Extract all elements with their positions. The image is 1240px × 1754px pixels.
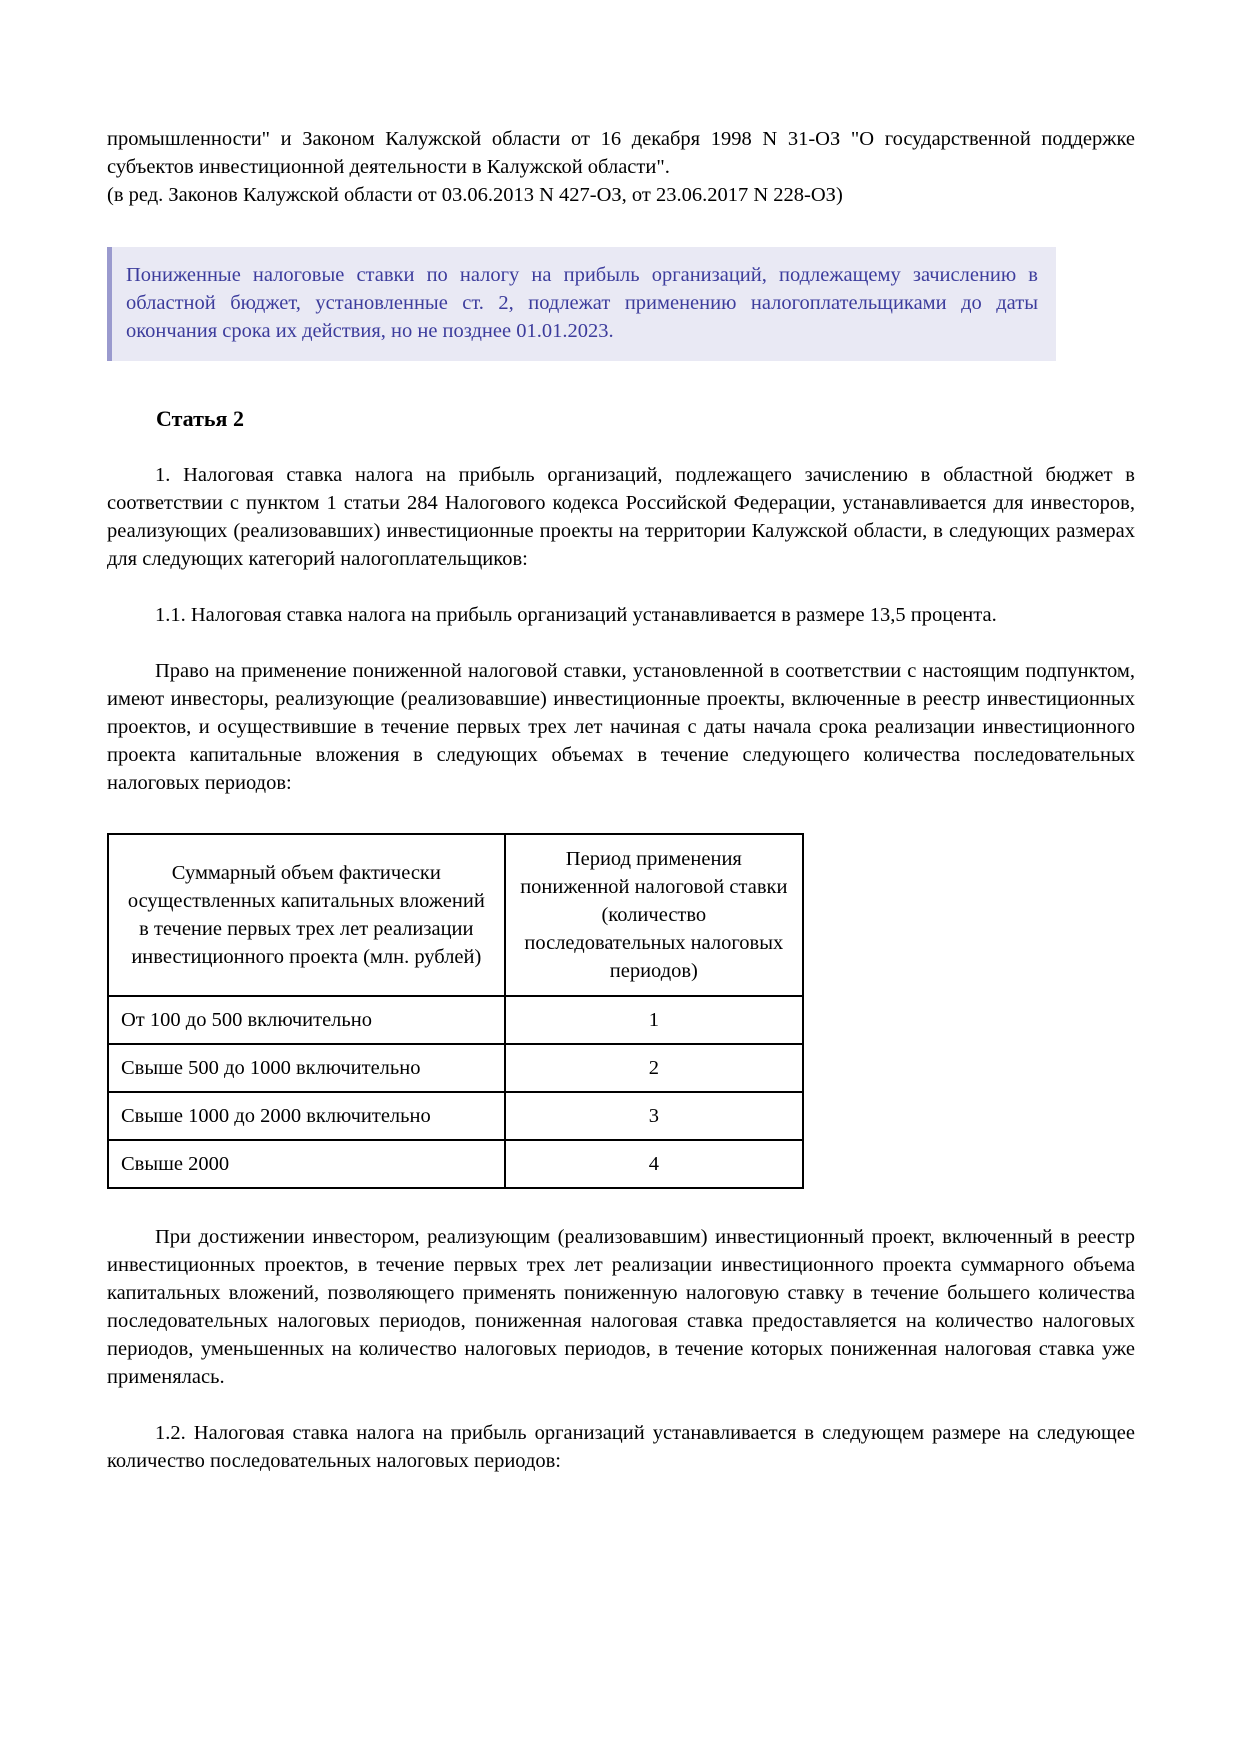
table-cell-periods: 4 — [505, 1140, 803, 1188]
paragraph-1-2: 1.2. Налоговая ставка налога на прибыль организаций устанавливается в следующем размере на следующее количество последовательных налоговых периодов: — [107, 1422, 1135, 1472]
table-cell-amount: Свыше 1000 до 2000 включительно — [108, 1092, 505, 1140]
table-cell-amount: Свыше 2000 — [108, 1140, 505, 1188]
table-cell-periods: 2 — [505, 1044, 803, 1092]
table-row — [108, 996, 803, 1044]
intro-paragraph: промышленности" и Законом Калужской области от 16 декабря 1998 N 31-ОЗ "О государственной поддержке субъектов инвестиционной деятельности в Калужской области". — [107, 128, 1135, 178]
table-row — [108, 1140, 803, 1188]
note-box — [107, 247, 1056, 361]
table-cell-periods: 1 — [505, 996, 803, 1044]
table-header-periods: Период применения пониженной налоговой ставки (количество последовательных налоговых периодов) — [505, 834, 803, 996]
table-header-amount: Суммарный объем фактически осуществленных капитальных вложений в течение первых трех лет реализации инвестиционного проекта (млн. рублей) — [108, 834, 505, 996]
table-row — [108, 1092, 803, 1140]
paragraph-right-of-application: Право на применение пониженной налоговой ставки, установленной в соответствии с настоящим подпунктом, имеют инвесторы, реализующие (реализовавшие) инвестиционные проекты, включенные в реестр инвестиционных проектов, и осуществившие в течение первых трех лет начиная с даты начала срока реализации инвестиционного проекта капитальные вложения в следующих объемах в течение следующего количества последовательных налоговых периодов: — [107, 660, 1135, 794]
table-cell-amount: Свыше 500 до 1000 включительно — [108, 1044, 505, 1092]
table-row — [108, 1044, 803, 1092]
article-heading: Статья 2 — [156, 406, 244, 431]
edition-note: (в ред. Законов Калужской области от 03.06.2013 N 427-ОЗ, от 23.06.2017 N 228-ОЗ) — [107, 184, 843, 206]
paragraph-after-table: При достижении инвестором, реализующим (реализовавшим) инвестиционный проект, включенный в реестр инвестиционных проектов, в течение первых трех лет реализации инвестиционного проекта суммарного объема капитальных вложений, позволяющего применять пониженную налоговую ставку в течение большего количества последовательных налоговых периодов, пониженная налоговая ставка предоставляется на количество налоговых периодов, уменьшенных на количество налоговых периодов, в течение которых пониженная налоговая ставка уже применялась. — [107, 1226, 1135, 1388]
paragraph-1: 1. Налоговая ставка налога на прибыль организаций, подлежащего зачислению в областной бюджет в соответствии с пунктом 1 статьи 284 Налогового кодекса Российской Федерации, устанавливается для инвесторов, реализующих (реализовавших) инвестиционные проекты на территории Калужской области, в следующих размерах для следующих категорий налогоплательщиков: — [107, 464, 1135, 570]
table-header-row — [108, 834, 803, 996]
investment-table — [107, 833, 804, 1189]
table-cell-amount: От 100 до 500 включительно — [108, 996, 505, 1044]
table-cell-periods: 3 — [505, 1092, 803, 1140]
note-text: Пониженные налоговые ставки по налогу на прибыль организаций, подлежащему зачислению в областной бюджет, установленные ст. 2, подлежат применению налогоплательщиками до даты окончания срока их действия, но не позднее 01.01.2023. — [126, 264, 1038, 342]
paragraph-1-1: 1.1. Налоговая ставка налога на прибыль организаций устанавливается в размере 13,5 процента. — [155, 604, 997, 626]
